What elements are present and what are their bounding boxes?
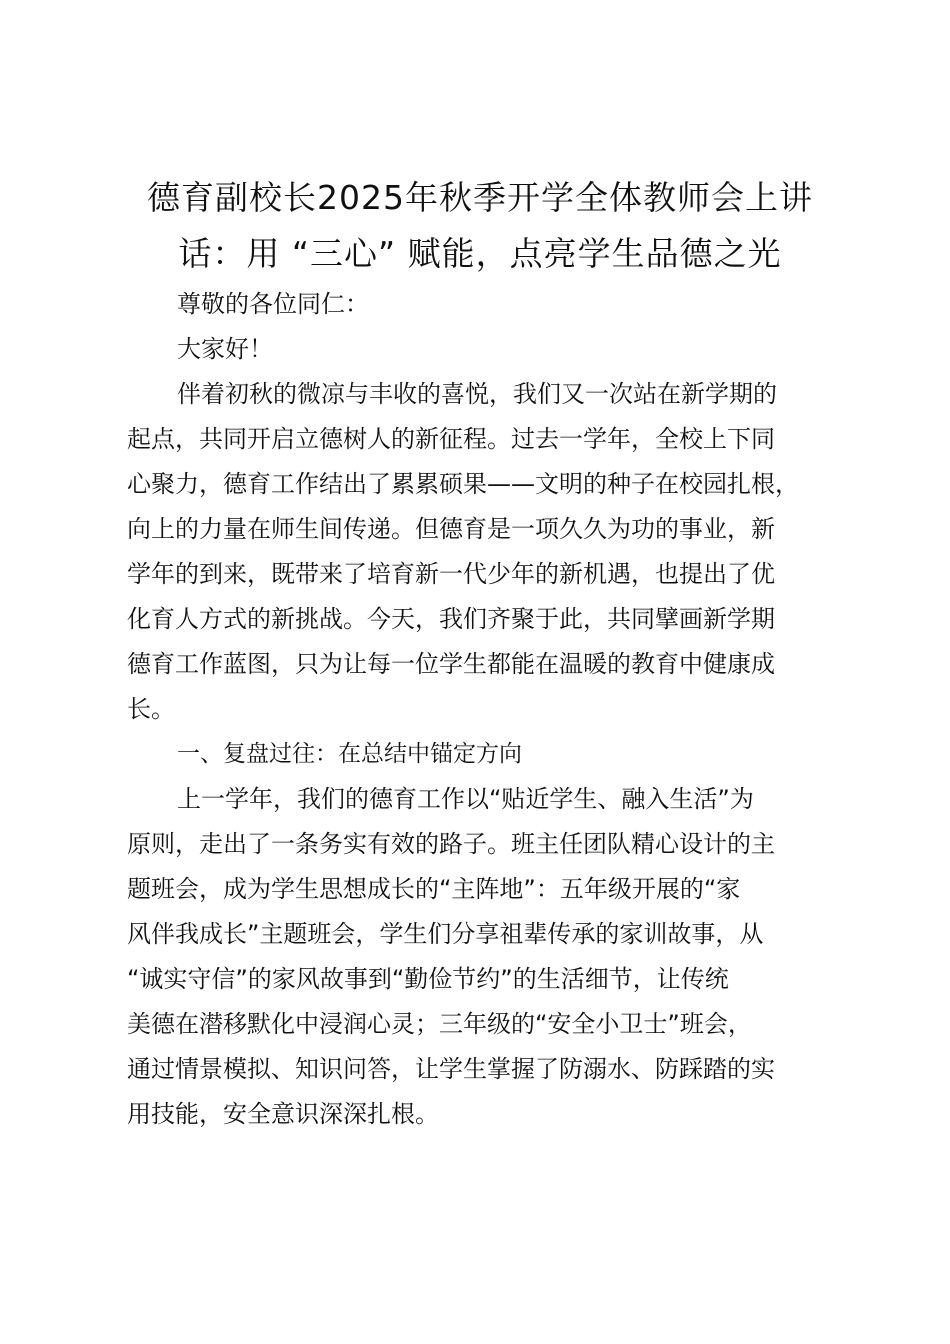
- paragraph-line: 用技能，安全意识深深扎根。: [127, 1100, 439, 1128]
- title-line-1: 德育副校长2025年秋季开学全体教师会上讲: [147, 178, 813, 217]
- paragraph-line: 伴着初秋的微凉与丰收的喜悦，我们又一次站在新学期的: [177, 380, 777, 408]
- paragraph-line: 通过情景模拟、知识问答，让学生掌握了防溺水、防踩踏的实: [127, 1055, 775, 1083]
- document-title: [120, 170, 840, 282]
- salutation: 尊敬的各位同仁：: [177, 290, 369, 318]
- paragraph-line: 起点，共同开启立德树人的新征程。过去一学年，全校上下同: [127, 425, 775, 453]
- paragraph-line: 学年的到来，既带来了培育新一代少年的新机遇，也提出了优: [127, 560, 775, 588]
- paragraph-line: 题班会，成为学生思想成长的“主阵地”：五年级开展的“家: [127, 875, 741, 903]
- document-body: [127, 282, 857, 1137]
- paragraph-line: 美德在潜移默化中浸润心灵；三年级的“安全小卫士”班会，: [127, 1010, 752, 1038]
- section-heading: 一、复盘过往：在总结中锚定方向: [177, 741, 522, 767]
- paragraph-line: “诚实守信”的家风故事到“勤俭节约”的生活细节，让传统: [127, 965, 729, 993]
- greeting: 大家好！: [177, 335, 273, 363]
- paragraph-line: 原则，走出了一条务实有效的路子。班主任团队精心设计的主: [127, 830, 775, 858]
- paragraph-line: 向上的力量在师生间传递。但德育是一项久久为功的事业，新: [127, 515, 775, 543]
- paragraph-line: 化育人方式的新挑战。今天，我们齐聚于此，共同擘画新学期: [127, 605, 775, 633]
- paragraph-line: 长。: [127, 695, 175, 723]
- paragraph-line: 风伴我成长”主题班会，学生们分享祖辈传承的家训故事，从: [127, 920, 764, 948]
- paragraph-line: 上一学年，我们的德育工作以“贴近学生、融入生活”为: [177, 785, 754, 813]
- title-line-2: 话：用 “三心” 赋能，点亮学生品德之光: [178, 234, 782, 273]
- paragraph-line: 德育工作蓝图，只为让每一位学生都能在温暖的教育中健康成: [127, 650, 775, 678]
- paragraph-line: 心聚力，德育工作结出了累累硕果——文明的种子在校园扎根，: [127, 470, 799, 498]
